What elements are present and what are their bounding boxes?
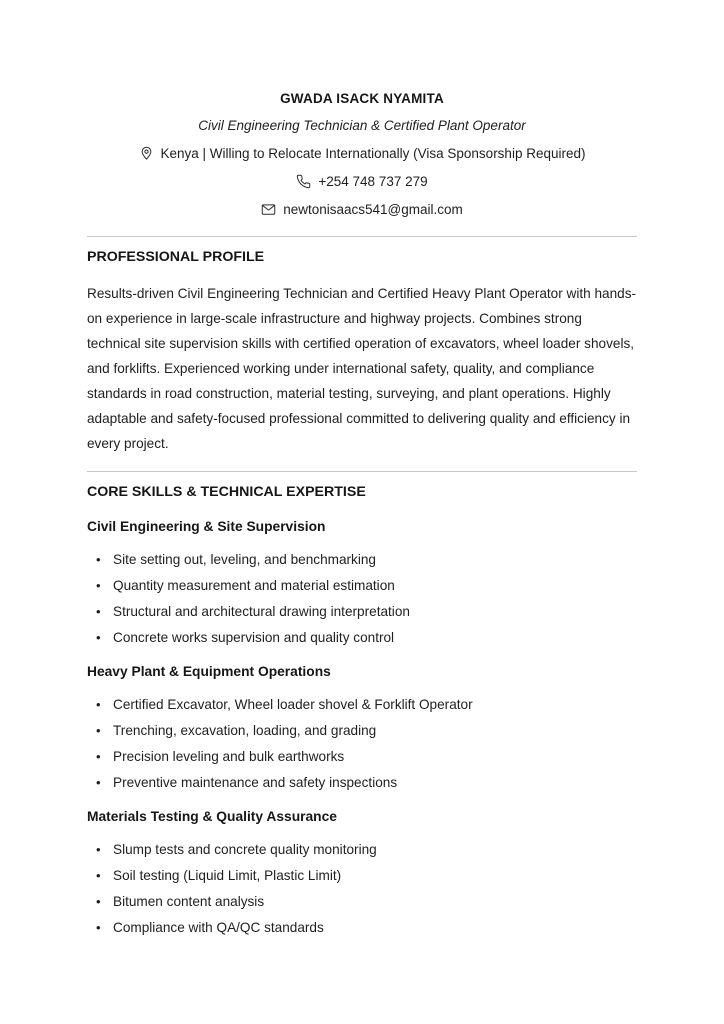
contact-email-text: newtonisaacs541@gmail.com	[283, 201, 463, 217]
resume-header	[87, 92, 637, 217]
bullet-icon: •	[96, 578, 101, 593]
phone-icon	[296, 174, 311, 189]
list-item-text: Trenching, excavation, loading, and grading	[113, 723, 377, 738]
section-divider-mid	[87, 471, 637, 472]
list-item-text: Soil testing (Liquid Limit, Plastic Limit)	[113, 868, 342, 883]
list-item	[87, 698, 637, 712]
bullet-icon: •	[96, 630, 101, 645]
bullet-icon: •	[96, 920, 101, 935]
list-item-text: Precision leveling and bulk earthworks	[113, 749, 345, 764]
bullet-icon: •	[96, 894, 101, 909]
list-item-text: Site setting out, leveling, and benchmarking	[113, 552, 376, 567]
contact-phone-text: +254 748 737 279	[318, 173, 428, 189]
list-item	[87, 605, 637, 619]
list-item-text: Structural and architectural drawing interpretation	[113, 604, 410, 619]
list-item-text: Concrete works supervision and quality control	[113, 630, 395, 645]
contact-location-text: Kenya | Willing to Relocate Internationally (Visa Sponsorship Required)	[160, 145, 586, 161]
list-item	[87, 869, 637, 883]
bullet-icon: •	[96, 723, 101, 738]
list-item	[87, 750, 637, 764]
bullet-icon: •	[96, 775, 101, 790]
skill-list-heavy-plant	[87, 698, 637, 790]
contact-email-line	[87, 202, 637, 217]
list-item	[87, 776, 637, 790]
envelope-icon	[261, 202, 276, 217]
list-item-text: Compliance with QA/QC standards	[113, 920, 324, 935]
list-item	[87, 631, 637, 645]
list-item-text: Bitumen content analysis	[113, 894, 265, 909]
bullet-icon: •	[96, 868, 101, 883]
section-core-skills	[87, 485, 637, 935]
bullet-icon: •	[96, 697, 101, 712]
bullet-icon: •	[96, 604, 101, 619]
skill-group-title-civil-engineering: Civil Engineering & Site Supervision	[87, 519, 326, 534]
professional-profile-text: Results-driven Civil Engineering Technician and Certified Heavy Plant Operator with hands-on experience in large-scale infrastructure and highway projects. Combines strong technical site supervision skills with certified operation of excavators, wheel loader shovels, and forklifts. Experienced working under international safety, quality, and compliance standards in road construction, material testing, surveying, and plant operations. Highly adaptable and safety-focused professional committed to delivering quality and efficiency in every project.	[87, 286, 637, 451]
list-item	[87, 553, 637, 567]
list-item	[87, 895, 637, 909]
section-professional-profile	[87, 250, 637, 456]
professional-profile-heading: PROFESSIONAL PROFILE	[87, 249, 265, 265]
list-item	[87, 579, 637, 593]
candidate-name: GWADA ISACK NYAMITA	[280, 91, 444, 106]
list-item	[87, 724, 637, 738]
list-item-text: Slump tests and concrete quality monitoring	[113, 842, 377, 857]
list-item-text: Quantity measurement and material estimation	[113, 578, 395, 593]
contact-phone-line	[87, 174, 637, 189]
list-item-text: Certified Excavator, Wheel loader shovel & Forklift Operator	[113, 697, 473, 712]
skill-list-civil-engineering	[87, 553, 637, 645]
candidate-job-title: Civil Engineering Technician & Certified Plant Operator	[198, 118, 526, 133]
bullet-icon: •	[96, 842, 101, 857]
list-item	[87, 843, 637, 857]
skill-list-materials-testing	[87, 843, 637, 935]
list-item	[87, 921, 637, 935]
section-divider-top	[87, 236, 637, 237]
location-pin-icon	[139, 146, 154, 161]
bullet-icon: •	[96, 749, 101, 764]
skill-group-title-materials-testing: Materials Testing & Quality Assurance	[87, 809, 337, 824]
core-skills-heading: CORE SKILLS & TECHNICAL EXPERTISE	[87, 484, 366, 500]
contact-location-line	[87, 146, 637, 161]
bullet-icon: •	[96, 552, 101, 567]
skill-group-title-heavy-plant: Heavy Plant & Equipment Operations	[87, 664, 331, 679]
list-item-text: Preventive maintenance and safety inspections	[113, 775, 398, 790]
